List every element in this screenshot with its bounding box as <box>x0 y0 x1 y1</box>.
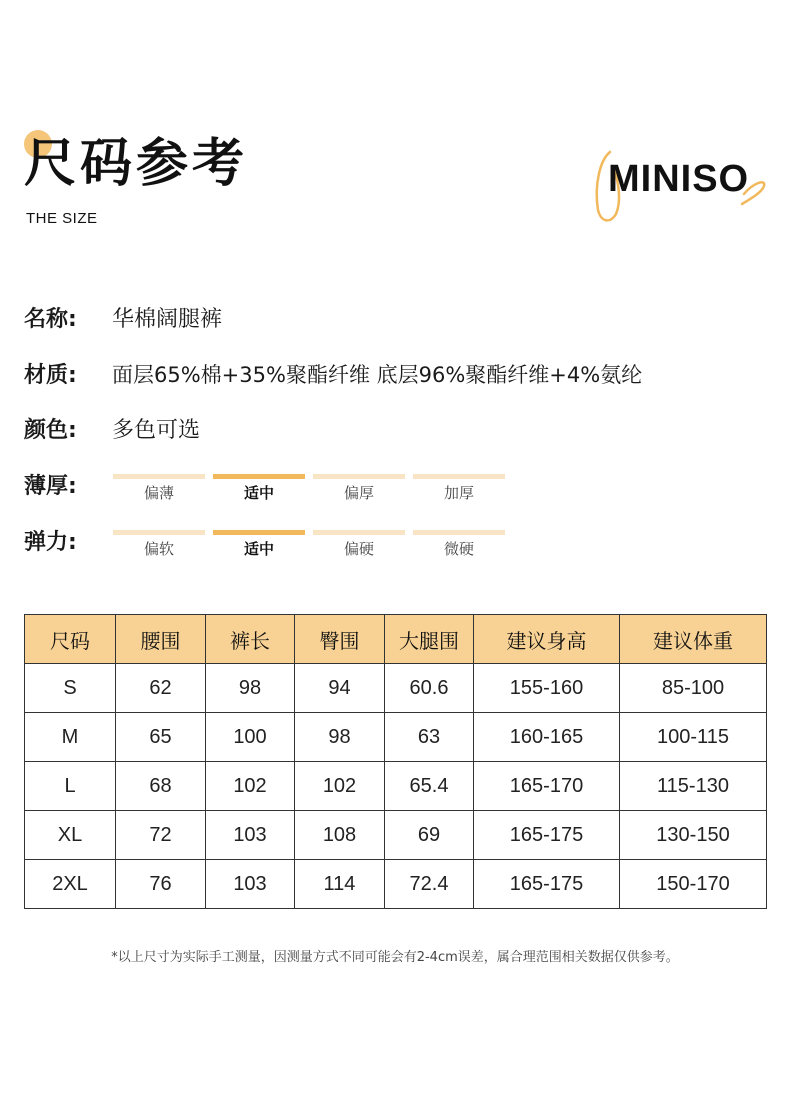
table-cell: 63 <box>385 713 474 762</box>
logo-text: MINISO <box>608 158 750 200</box>
table-cell: 72.4 <box>385 860 474 909</box>
table-cell: 155-160 <box>474 664 620 713</box>
info-value: 华棉阔腿裤 <box>112 307 223 332</box>
thickness-option: 偏薄 <box>113 474 205 510</box>
table-cell: 100 <box>206 713 295 762</box>
info-value: 面层65%棉+35%聚酯纤维 底层96%聚酯纤维+4%氨纶 <box>112 363 643 387</box>
col-header-length: 裤长 <box>206 615 295 664</box>
table-row <box>25 811 767 860</box>
col-header-size: 尺码 <box>25 615 116 664</box>
page-subtitle: THE SIZE <box>26 210 98 227</box>
info-row-name <box>24 309 222 331</box>
table-row <box>25 762 767 811</box>
footnote: *以上尺寸为实际手工测量，因测量方式不同可能会有2-4cm误差，属合理范围相关数据仅供参考。 <box>111 950 679 965</box>
elasticity-scale <box>113 530 513 566</box>
info-label: 材质: <box>24 363 77 388</box>
info-label: 颜色: <box>24 418 77 443</box>
table-cell: 160-165 <box>474 713 620 762</box>
table-cell: 165-175 <box>474 811 620 860</box>
thickness-option: 偏厚 <box>313 474 405 510</box>
col-header-thigh: 大腿围 <box>385 615 474 664</box>
table-cell: M <box>25 713 116 762</box>
thickness-label: 薄厚: <box>24 474 77 499</box>
table-cell: 103 <box>206 860 295 909</box>
table-cell: 102 <box>295 762 385 811</box>
table-row <box>25 860 767 909</box>
table-cell: 102 <box>206 762 295 811</box>
table-cell: S <box>25 664 116 713</box>
table-cell: L <box>25 762 116 811</box>
table-row <box>25 664 767 713</box>
elasticity-option: 偏软 <box>113 530 205 566</box>
elasticity-option-selected: 适中 <box>213 530 305 566</box>
table-cell: 98 <box>295 713 385 762</box>
col-header-height: 建议身高 <box>474 615 620 664</box>
table-header-row <box>25 615 767 664</box>
thickness-option-selected: 适中 <box>213 474 305 510</box>
table-cell: 65.4 <box>385 762 474 811</box>
table-cell: 165-175 <box>474 860 620 909</box>
table-cell: 72 <box>116 811 206 860</box>
table-cell: 69 <box>385 811 474 860</box>
table-cell: XL <box>25 811 116 860</box>
elasticity-label: 弹力: <box>24 530 77 555</box>
thickness-scale <box>113 474 513 510</box>
table-cell: 165-170 <box>474 762 620 811</box>
col-header-hip: 臀围 <box>295 615 385 664</box>
table-cell: 62 <box>116 664 206 713</box>
col-header-waist: 腰围 <box>116 615 206 664</box>
info-row-color <box>24 420 200 442</box>
table-cell: 150-170 <box>620 860 767 909</box>
table-cell: 103 <box>206 811 295 860</box>
col-header-weight: 建议体重 <box>620 615 767 664</box>
thickness-option: 加厚 <box>413 474 505 510</box>
table-cell: 98 <box>206 664 295 713</box>
table-cell: 76 <box>116 860 206 909</box>
elasticity-option: 偏硬 <box>313 530 405 566</box>
table-row <box>25 713 767 762</box>
info-value: 多色可选 <box>112 418 201 443</box>
table-cell: 115-130 <box>620 762 767 811</box>
table-cell: 130-150 <box>620 811 767 860</box>
table-cell: 108 <box>295 811 385 860</box>
table-cell: 65 <box>116 713 206 762</box>
page-title: 尺码参考 <box>24 134 249 194</box>
table-cell: 114 <box>295 860 385 909</box>
info-label: 名称: <box>24 307 77 332</box>
elasticity-option: 微硬 <box>413 530 505 566</box>
table-cell: 94 <box>295 664 385 713</box>
brand-logo <box>592 140 768 226</box>
table-cell: 100-115 <box>620 713 767 762</box>
table-cell: 68 <box>116 762 206 811</box>
table-cell: 60.6 <box>385 664 474 713</box>
table-cell: 2XL <box>25 860 116 909</box>
size-table <box>24 614 767 909</box>
table-cell: 85-100 <box>620 664 767 713</box>
info-row-material <box>24 365 642 387</box>
